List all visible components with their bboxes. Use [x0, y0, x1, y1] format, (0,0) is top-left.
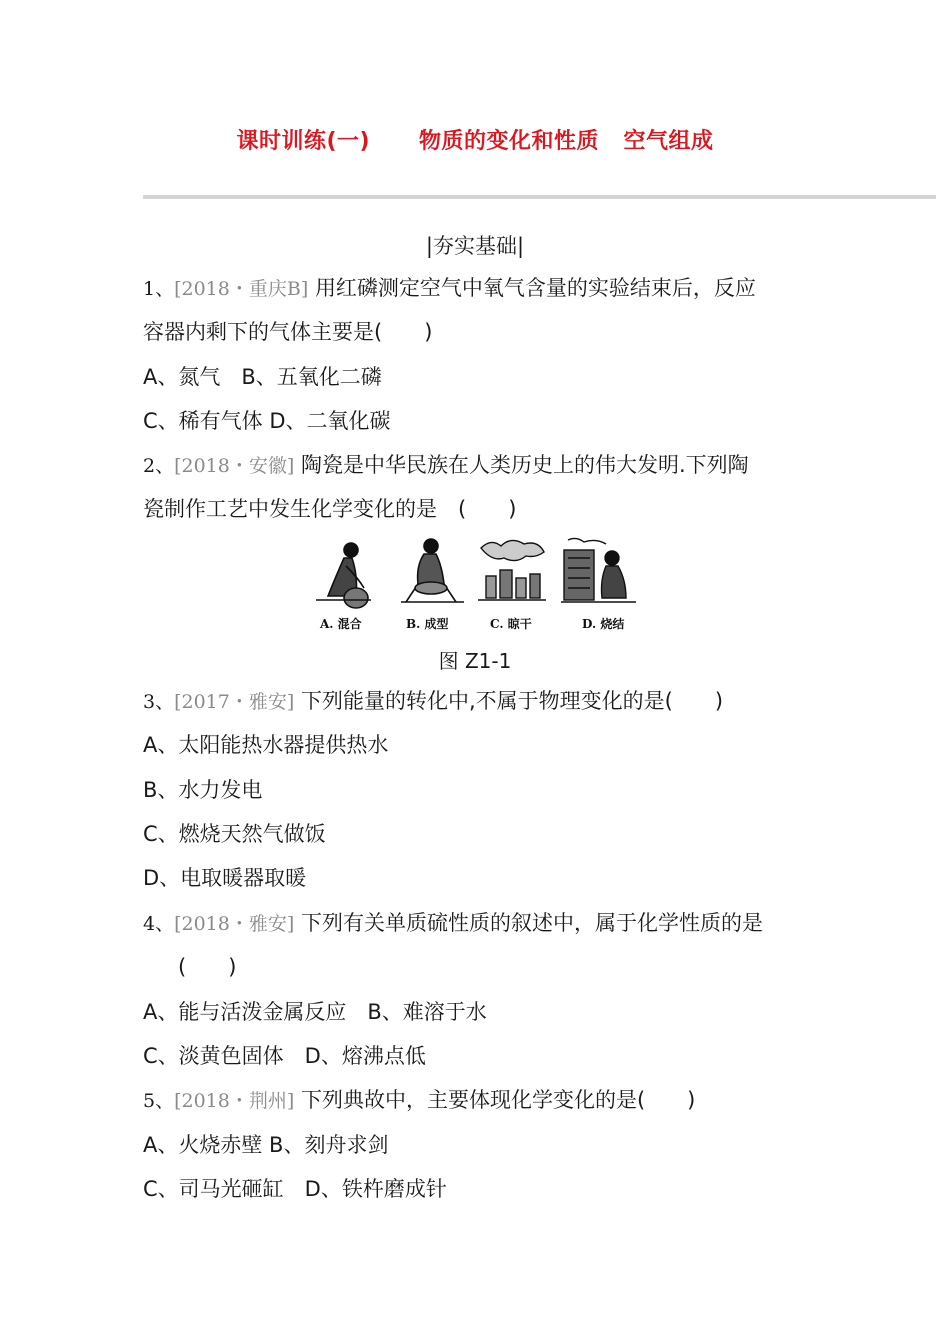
- page-title: [0, 124, 950, 155]
- figure-label-b: B. 成型: [406, 617, 449, 631]
- question-source: [2018・安徽]: [174, 455, 295, 477]
- question-stem: 陶瓷是中华民族在人类历史上的伟大发明.下列陶: [300, 453, 749, 477]
- question-number: 4、: [143, 913, 175, 935]
- title-part-a: 课时训练(一): [236, 129, 371, 154]
- question-3-option-d: D、电取暖器取暖: [143, 866, 307, 890]
- question-number: 5、: [143, 1090, 175, 1112]
- question-3-option-b: B、水力发电: [143, 778, 263, 802]
- question-3-option-a: A、太阳能热水器提供热水: [143, 733, 389, 757]
- question-1-line-2: 容器内剩下的气体主要是( ): [143, 320, 433, 344]
- pottery-process-figure: [306, 536, 646, 636]
- question-number: 1、: [143, 278, 175, 300]
- question-source: [2018・荆州]: [174, 1090, 295, 1112]
- question-1-options-2: C、稀有气体 D、二氧化碳: [143, 409, 391, 433]
- question-4-line-1: [143, 909, 763, 938]
- question-stem: 下列典故中，主要体现化学变化的是( ): [300, 1088, 696, 1112]
- question-1-line-1: [143, 274, 756, 303]
- question-stem: 用红磷测定空气中氧气含量的实验结束后，反应: [314, 276, 756, 300]
- question-stem: 下列有关单质硫性质的叙述中，属于化学性质的是: [300, 911, 763, 935]
- figure-panel-c: [478, 540, 546, 600]
- question-4-options-1: A、能与活泼金属反应 B、难溶于水: [143, 1000, 487, 1024]
- question-5-options-1: A、火烧赤壁 B、刻舟求剑: [143, 1133, 389, 1157]
- question-4-options-2: C、淡黄色固体 D、熔沸点低: [143, 1044, 426, 1068]
- question-2-line-1: [143, 451, 749, 480]
- question-number: 3、: [143, 691, 175, 713]
- question-source: [2018・重庆B]: [174, 278, 309, 300]
- question-4-line-2: ( ): [178, 955, 237, 979]
- section-heading: |夯实基础|: [425, 234, 525, 258]
- question-2-line-2: 瓷制作工艺中发生化学变化的是 ( ): [143, 497, 517, 521]
- question-5-options-2: C、司马光砸缸 D、铁杵磨成针: [143, 1177, 447, 1201]
- figure-label-c: C. 晾干: [490, 617, 532, 631]
- question-source: [2018・雅安]: [174, 913, 295, 935]
- figure-label-d: D. 烧结: [582, 617, 625, 631]
- question-5-line-1: [143, 1086, 695, 1115]
- figure-label-a: A. 混合: [320, 617, 362, 631]
- question-3-line-1: [143, 687, 723, 716]
- figure-panel-a: [316, 543, 371, 608]
- title-divider: [143, 195, 936, 199]
- figure-panel-d: [561, 538, 636, 602]
- question-stem: 下列能量的转化中,不属于物理变化的是( ): [300, 689, 724, 713]
- figure-caption: 图 Z1-1: [438, 649, 512, 673]
- question-number: 2、: [143, 455, 175, 477]
- title-part-c: 空气组成: [623, 129, 714, 154]
- figure-panel-b: [401, 539, 464, 602]
- question-1-options-1: A、氮气 B、五氧化二磷: [143, 365, 382, 389]
- question-source: [2017・雅安]: [174, 691, 295, 713]
- question-3-option-c: C、燃烧天然气做饭: [143, 822, 326, 846]
- title-part-b: 物质的变化和性质: [419, 129, 600, 154]
